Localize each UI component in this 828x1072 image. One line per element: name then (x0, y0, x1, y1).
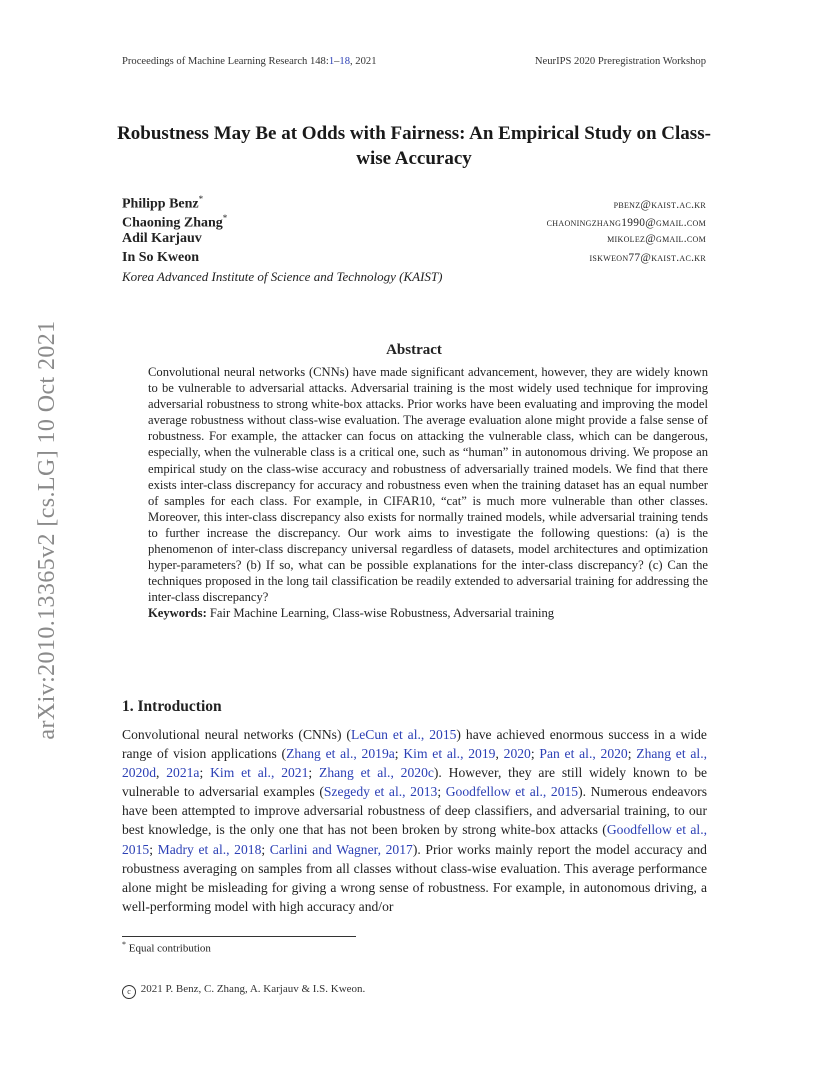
citation-link[interactable]: Kim et al., 2019 (403, 746, 496, 762)
author-email[interactable]: iskweon77@kaist.ac.kr (589, 251, 706, 264)
citation-link[interactable]: Kim et al., 2021 (210, 765, 309, 781)
affiliation: Korea Advanced Institute of Science and Technology (KAIST) (122, 269, 443, 284)
intro-text: Convolutional neural networks (CNNs) ( (122, 727, 351, 742)
citation-link[interactable]: Zhang et al., 2020c (319, 765, 434, 781)
intro-text: ; (530, 746, 540, 762)
running-header-right: NeurIPS 2020 Preregistration Workshop (534, 56, 706, 67)
citation-link[interactable]: Zhang et al., 2020d (122, 746, 707, 781)
author-name: Philipp Benz* (122, 194, 204, 212)
citation-link[interactable]: Pan et al., 2020 (539, 746, 628, 762)
author-name: Chaoning Zhang* (122, 212, 228, 231)
citation-link[interactable]: LeCun et al., 2015 (350, 727, 457, 742)
author-row (122, 213, 706, 232)
copyright-text: 2021 P. Benz, C. Zhang, A. Karjauv & I.S. Kweon. (140, 983, 366, 995)
citation-link[interactable]: Szegedy et al., 2013 (323, 784, 438, 800)
abstract-body (148, 364, 708, 622)
footnote-mark: * (122, 940, 126, 949)
intro-text: ) have achieved enormous success in a wide range of vision applications ( (122, 727, 707, 762)
copyright-line (122, 983, 365, 999)
footnote-text: Equal contribution (128, 942, 211, 955)
author-row (122, 231, 706, 250)
page-range-dash: – (334, 56, 340, 67)
intro-text: ; (199, 765, 211, 781)
header-proceedings: Proceedings of Machine Learning Research 148: (122, 56, 329, 67)
paper-title: Robustness May Be at Odds with Fairness: An Empirical Study on Class-wise Accuracy (117, 123, 711, 169)
intro-text: ; (261, 841, 270, 857)
citation-link[interactable]: Goodfellow et al., 2015 (122, 822, 708, 857)
keywords-line (148, 605, 708, 621)
author-email[interactable]: pbenz@kaist.ac.kr (613, 198, 706, 211)
intro-text: ; (149, 841, 158, 857)
keywords-label: Keywords: (148, 606, 207, 621)
citation-link[interactable]: Zhang et al., 2019a (286, 746, 395, 762)
abstract-heading: Abstract (386, 342, 442, 358)
intro-text: ). Prior works mainly report the model accuracy and robustness averaging on samples from all classes without class-wise evaluation. This average performance alone might be misleading for giving a wrong sense of robustness. For example, in autonomous driving, a well-performing model with high accuracy and/or (122, 841, 707, 914)
footnote (122, 940, 211, 955)
author-name: In So Kweon (122, 249, 200, 265)
citation-link[interactable]: 2021a (166, 765, 200, 781)
citation-link[interactable]: Carlini and Wagner, 2017 (269, 841, 413, 857)
intro-text: ; (627, 746, 637, 762)
abstract-text: Convolutional neural networks (CNNs) have made significant advancement, however, they are widely known to be vulnerable to adversarial attacks. Adversarial training is the most widely used technique for improving adversarial robustness to strong white-box attacks. Prior works have been evaluating and improving the model average robustness without class-wise evaluation. The average evaluation alone might provide a false sense of robustness. For example, the attacker can focus on attacking the vulnerable class, which can be dangerous, especially, when the vulnerable class is a critical one, such as “human” in autonomous driving. We propose an empirical study on the class-wise accuracy and robustness of adversarially trained models. We find that there exists inter-class discrepancy for accuracy and robustness even when the training dataset has an equal number of samples for each class. For example, in CIFAR10, “cat” is much more vulnerable than other classes. Moreover, this inter-class discrepancy also exists for normally trained models, while adversarial training tends to further increase the discrepancy. Our work aims to investigate the following questions: (a) is the phenomenon of inter-class discrepancy universal regardless of datasets, model architectures and optimization hyper-parameters? (b) If so, what can be possible explanations for the inter-class discrepancy? (c) Can the techniques proposed in the long tail classification be readily extended to adversarial training for addressing the inter-class discrepancy? (148, 365, 708, 605)
equal-contribution-mark: * (222, 212, 228, 223)
author-email[interactable]: mikolez@gmail.com (607, 233, 706, 245)
intro-text: ; (394, 746, 404, 762)
last-page-link[interactable]: 18 (339, 56, 350, 67)
intro-text: ). However, they are still widely known to be vulnerable to adversarial examples ( (122, 765, 708, 800)
intro-text: ; (308, 765, 320, 781)
citation-link[interactable]: Madry et al., 2018 (157, 841, 262, 857)
footnote-rule (122, 936, 356, 937)
intro-text: ). Numerous endeavors have been attempted to improve adversarial robustness of deep classifiers, and adversarial training, to our best knowledge, is the only one that has not been broken by strong white-box attacks ( (122, 784, 707, 838)
author-row (122, 194, 706, 213)
citation-link[interactable]: 2020 (503, 746, 531, 762)
keywords-list: Fair Machine Learning, Class-wise Robustness, Adversarial training (209, 606, 555, 621)
intro-text: , (495, 746, 504, 762)
introduction-paragraph (122, 725, 707, 916)
citation-link[interactable]: Goodfellow et al., 2015 (445, 784, 579, 800)
equal-contribution-mark: * (198, 194, 204, 204)
first-page-link[interactable]: 1 (328, 56, 335, 67)
header-year: , 2021 (350, 56, 377, 67)
section-heading-introduction: 1. Introduction (122, 698, 222, 715)
author-row (122, 250, 706, 269)
author-email[interactable]: chaoningzhang1990@gmail.com (546, 217, 706, 230)
copyright-icon: c (122, 985, 136, 999)
arxiv-stamp: arXiv:2010.13365v2 [cs.LG] 10 Oct 2021 (34, 320, 60, 740)
intro-text: , (155, 765, 167, 781)
intro-text: ; (437, 784, 446, 800)
running-header-left (122, 56, 376, 67)
author-block (122, 194, 706, 285)
author-name: Adil Karjauv (122, 231, 202, 246)
